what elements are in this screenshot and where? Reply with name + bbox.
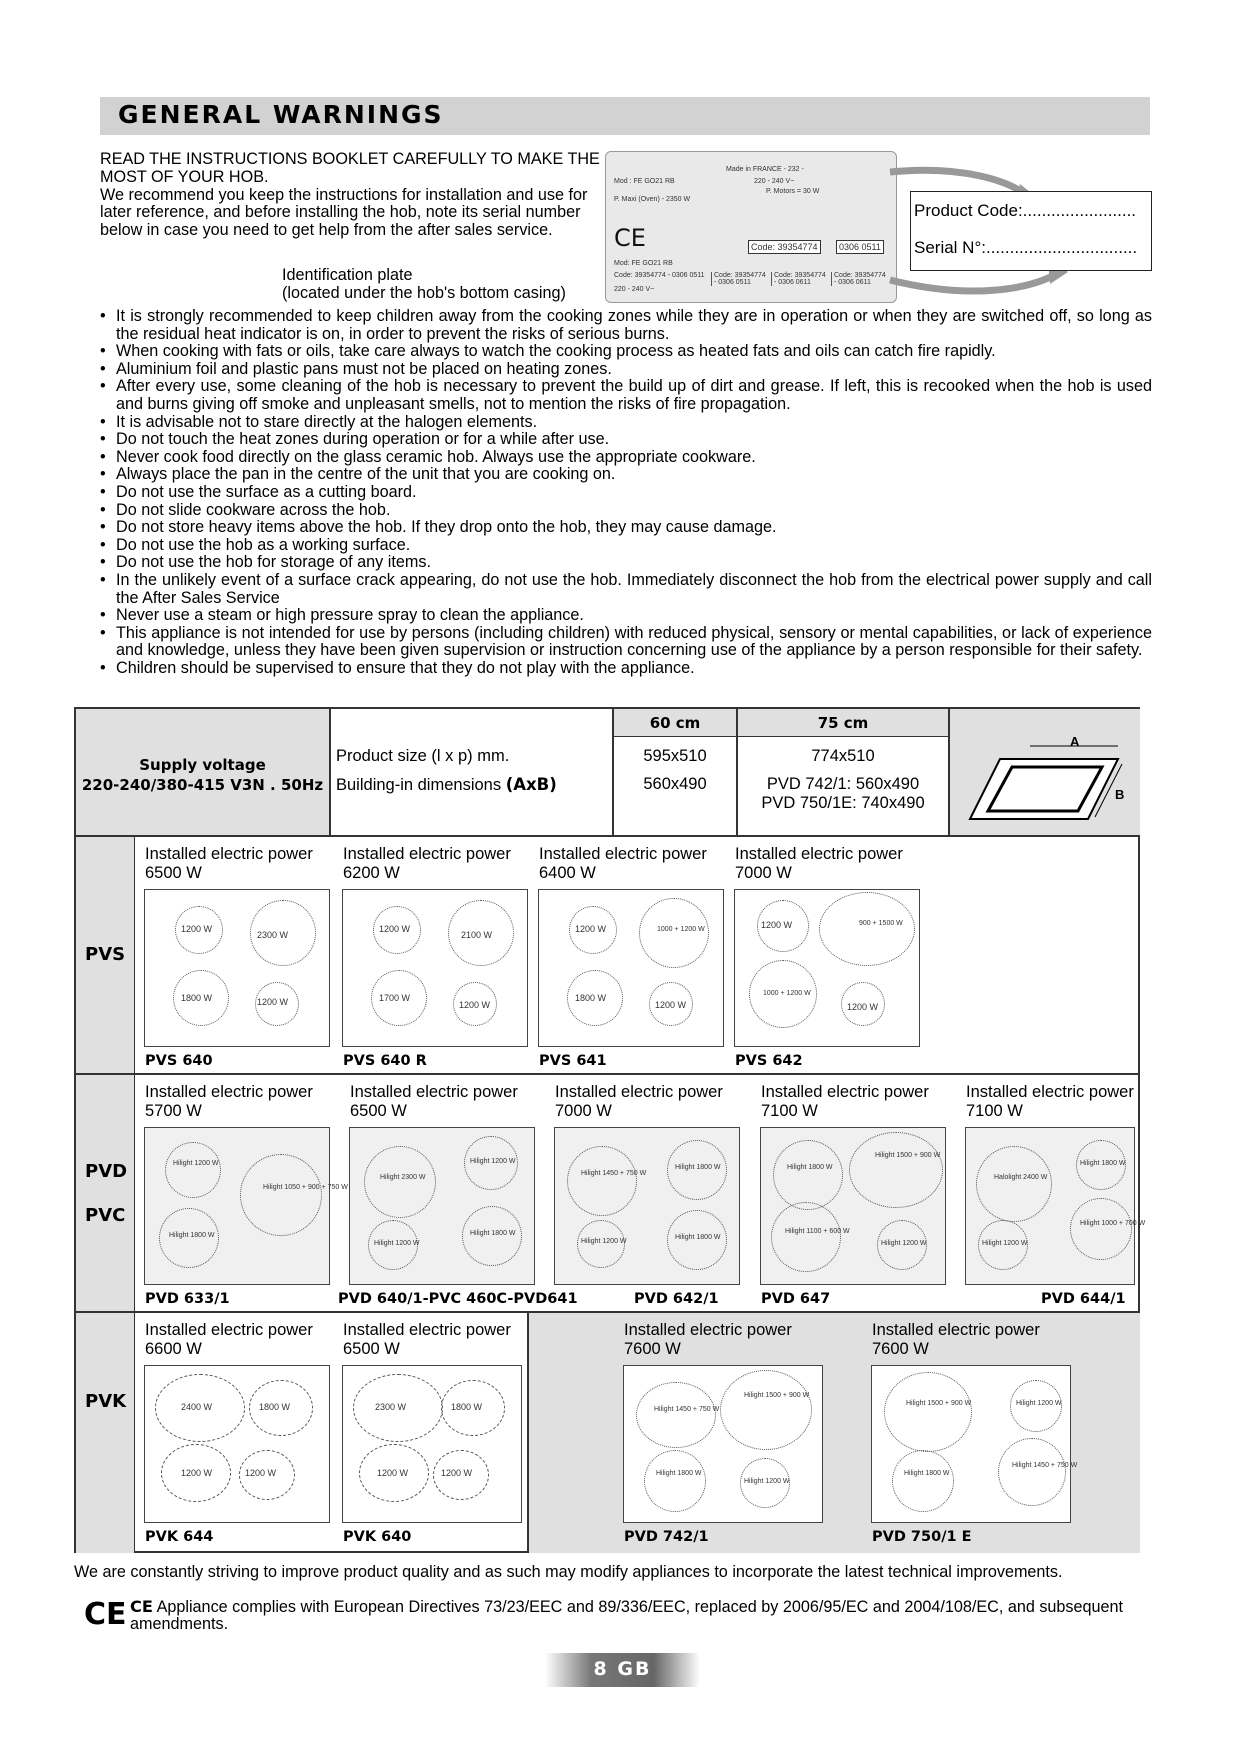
pvs-640r-model-name: PVS 640 R xyxy=(343,1053,427,1069)
list-item: • Do not slide cookware across the hob. xyxy=(100,502,1152,520)
plate-v2: 220 - 240 V~ xyxy=(614,286,655,293)
zone-label: Hilight 1200 W xyxy=(982,1240,1028,1247)
power-label: Installed electric power xyxy=(966,1083,1134,1101)
ce-mark-icon: CE xyxy=(84,1597,127,1632)
hob-dimension-diagram xyxy=(950,709,1140,837)
zone-label: 2300 W xyxy=(257,930,289,940)
zone-label: 2400 W xyxy=(181,1402,213,1412)
zone-label: Hilight 1500 + 900 W xyxy=(875,1152,941,1159)
pvk-644-power xyxy=(145,1321,313,1359)
power-label: Installed electric power xyxy=(872,1321,1040,1339)
list-item: • When cooking with fats or oils, take care always to watch the cooking process as heated fats and oils can catch fire rapidly. xyxy=(100,343,1152,361)
dimension-diagram-cell xyxy=(950,709,1140,837)
pvk-640-hob-diagram xyxy=(342,1365,522,1523)
zone-label: Halolight 2400 W xyxy=(994,1174,1048,1181)
power-label: Installed electric power xyxy=(145,1083,313,1101)
id-plate-caption-location: (located under the hob's bottom casing) xyxy=(282,284,566,302)
zone-label: Hilight 1800 W xyxy=(787,1164,833,1171)
pvd-644-model-name: PVD 644/1 xyxy=(1041,1291,1126,1307)
zone-label: 1200 W xyxy=(761,920,793,930)
power-value: 7000 W xyxy=(555,1102,612,1120)
page-number: 8 GB xyxy=(593,1658,652,1680)
pvs-640r-hob-diagram xyxy=(342,889,528,1047)
identification-plate xyxy=(605,151,897,303)
footer-note: We are constantly striving to improve product quality and as such may modify appliances to incorporate the latest technical improvements. xyxy=(74,1563,1063,1581)
pvd-640-model-name: PVD 640/1-PVC 460C-PVD641 xyxy=(338,1291,578,1307)
pvs-640r-power xyxy=(343,845,511,883)
zone-label: 1000 + 1200 W xyxy=(657,926,705,933)
list-item: • Aluminium foil and plastic pans must not be placed on heating zones. xyxy=(100,361,1152,379)
power-value: 6400 W xyxy=(539,864,596,882)
power-value: 6600 W xyxy=(145,1340,202,1358)
power-value: 7000 W xyxy=(735,864,792,882)
plate-c5: Code: 39354774 - 0306 0611 xyxy=(831,272,889,286)
ce-compliance xyxy=(84,1597,1150,1633)
col-60cm-header: 60 cm xyxy=(614,709,738,737)
zone-label: 1200 W xyxy=(575,924,607,934)
pvd-750-hob-diagram xyxy=(871,1365,1078,1523)
pvk-640-model-name: PVK 640 xyxy=(343,1529,412,1545)
zone-label: Hilight 1200 W xyxy=(470,1158,516,1165)
power-label: Installed electric power xyxy=(145,1321,313,1339)
zone-label: 1000 + 1200 W xyxy=(763,990,811,997)
pvk-label: PVK xyxy=(85,1391,127,1412)
zone-label: 1800 W xyxy=(181,993,213,1003)
intro-text xyxy=(100,151,600,240)
plate-c4: Code: 39354774 - 0306 0611 xyxy=(771,272,829,286)
zone-label: 900 + 1500 W xyxy=(859,920,903,927)
build-60: 560x490 xyxy=(643,775,707,793)
pvd-pvc-label-cell xyxy=(76,1075,135,1313)
zone-label: 1800 W xyxy=(575,993,607,1003)
power-label: Installed electric power xyxy=(624,1321,792,1339)
pvs-640-hob-diagram xyxy=(144,889,330,1047)
pvc-label: PVC xyxy=(85,1205,126,1226)
list-item: • After every use, some cleaning of the hob is necessary to prevent the build up of dirt and grease. If left, this is recooked when the hob is used and burns giving off smoke and unpleasant smells, not to mention the risks of fire propagation. xyxy=(100,378,1152,413)
pvd-644-power xyxy=(966,1083,1134,1121)
col-75cm-values xyxy=(738,737,950,837)
zone-label: 1200 W xyxy=(847,1002,879,1012)
pvd-647-model-name: PVD 647 xyxy=(761,1291,831,1307)
zone-label: Hilight 1200 W xyxy=(881,1240,927,1247)
list-item: • Do not use the hob for storage of any items. xyxy=(100,554,1152,572)
pvd-750-power xyxy=(872,1321,1040,1359)
pvs-label: PVS xyxy=(85,944,126,965)
pvk-644-model-name: PVK 644 xyxy=(145,1529,214,1545)
zone-label: 1200 W xyxy=(245,1468,277,1478)
list-item: • Never cook food directly on the glass ceramic hob. Always use the appropriate cookware. xyxy=(100,449,1152,467)
pvd-642-hob-diagram xyxy=(554,1127,740,1285)
pvs-641-power xyxy=(539,845,707,883)
list-item: • It is advisable not to stare directly at the halogen elements. xyxy=(100,414,1152,432)
pvd-640-hob-diagram xyxy=(349,1127,535,1285)
pvk-label-cell xyxy=(76,1313,135,1553)
supply-voltage-cell xyxy=(76,709,331,837)
serial-number-field: Serial N°:................................ xyxy=(914,238,1138,257)
id-plate-caption xyxy=(282,266,566,302)
pvd-633-hob-diagram xyxy=(144,1127,348,1285)
zone-label: 1200 W xyxy=(257,997,289,1007)
zone-label: Hilight 1200 W xyxy=(1016,1400,1062,1407)
power-label: Installed electric power xyxy=(735,845,903,863)
plate-code-suffix: 0306 0511 xyxy=(836,240,884,254)
zone-label: 1700 W xyxy=(379,993,411,1003)
build-75b: PVD 750/1E: 740x490 xyxy=(761,794,925,812)
power-value: 5700 W xyxy=(145,1102,202,1120)
list-item: • It is strongly recommended to keep children away from the cooking zones while they are in operation or when they are switched off, so long as the residual heat indicator is on, in order to prevent the risks of serious burns. xyxy=(100,308,1152,343)
pvs-642-power xyxy=(735,845,903,883)
plate-mod2: Mod: FE GO21 RB xyxy=(614,260,673,267)
zone-label: 1200 W xyxy=(379,924,411,934)
building-in-text: Building-in dimensions xyxy=(336,776,502,794)
power-value: 6500 W xyxy=(145,864,202,882)
list-item: • Never use a steam or high pressure spray to clean the appliance. xyxy=(100,607,1152,625)
pvd-633-power xyxy=(145,1083,313,1121)
dim-a-label: A xyxy=(1070,734,1080,749)
power-label: Installed electric power xyxy=(343,845,511,863)
pvd-750-model-name: PVD 750/1 E xyxy=(872,1529,972,1545)
zone-label: 1200 W xyxy=(181,1468,213,1478)
list-item: • Do not touch the heat zones during operation or for a while after use. xyxy=(100,431,1152,449)
zone-label: 2100 W xyxy=(461,930,493,940)
power-label: Installed electric power xyxy=(539,845,707,863)
zone-label: Hilight 1500 + 900 W xyxy=(906,1400,972,1407)
zone-label: 1200 W xyxy=(181,924,213,934)
list-item: • Children should be supervised to ensure that they do not play with the appliance. xyxy=(100,660,1152,678)
pvk-644-hob-diagram xyxy=(144,1365,330,1523)
list-item: • This appliance is not intended for use by persons (including children) with reduced physical, sensory or mental capabilities, or lack of experience and knowledge, unless they have been given supervision or instruction concerning use of the appliance by a person responsible for their safety. xyxy=(100,625,1152,660)
ce-mark-text: CE xyxy=(130,1597,153,1616)
pvs-642-model-name: PVS 642 xyxy=(735,1053,803,1069)
zone-label: 1200 W xyxy=(377,1468,409,1478)
power-value: 6500 W xyxy=(343,1340,400,1358)
zone-label: Hilight 1200 W xyxy=(744,1478,790,1485)
pvd-742-power xyxy=(624,1321,792,1359)
list-item: • Do not use the hob as a working surface. xyxy=(100,537,1152,555)
product-code-field: Product Code:........................ xyxy=(914,201,1137,220)
pvd-642-power xyxy=(555,1083,723,1121)
warnings-list xyxy=(100,308,1152,677)
title-bar xyxy=(100,97,1150,135)
power-label: Installed electric power xyxy=(145,845,313,863)
power-label: Installed electric power xyxy=(343,1321,511,1339)
pvs-640-power xyxy=(145,845,313,883)
building-in-label xyxy=(336,775,557,795)
list-item: • In the unlikely event of a surface crack appearing, do not use the hob. Immediately disconnect the hob from the electrical power supply and call the After Sales Service xyxy=(100,572,1152,607)
size-75: 774x510 xyxy=(811,747,875,765)
zone-label: Hilight 1800 W xyxy=(1080,1160,1126,1167)
power-value: 7600 W xyxy=(624,1340,681,1358)
building-in-axb: (AxB) xyxy=(505,775,557,794)
supply-voltage-label: Supply voltage xyxy=(139,756,266,774)
plate-mod: Mod : FE GO21 RB xyxy=(614,178,675,185)
power-value: 7100 W xyxy=(966,1102,1023,1120)
pvs-641-model-name: PVS 641 xyxy=(539,1053,607,1069)
zone-label: 2300 W xyxy=(375,1402,407,1412)
list-item: • Always place the pan in the centre of the unit that you are cooking on. xyxy=(100,466,1152,484)
zone-label: Hilight 1100 + 600 W xyxy=(785,1228,850,1235)
power-label: Installed electric power xyxy=(761,1083,929,1101)
page-number-badge xyxy=(545,1653,700,1687)
pvs-642-hob-diagram xyxy=(734,889,920,1047)
zone-label: 1200 W xyxy=(441,1468,473,1478)
supply-voltage-value: 220-240/380-415 V3N . 50Hz xyxy=(81,776,324,794)
list-item: • Do not use the surface as a cutting board. xyxy=(100,484,1152,502)
plate-voltage: 220 - 240 V~ xyxy=(754,178,795,185)
dimension-labels-cell xyxy=(331,709,614,837)
zone-label: Hilight 1800 W xyxy=(904,1470,950,1477)
pvd-640-power xyxy=(350,1083,518,1121)
power-value: 7600 W xyxy=(872,1340,929,1358)
size-60: 595x510 xyxy=(643,747,707,765)
plate-c3: Code: 39354774 - 0306 0511 xyxy=(711,272,769,286)
intro-heading: READ THE INSTRUCTIONS BOOKLET CAREFULLY TO MAKE THE MOST OF YOUR HOB. xyxy=(100,150,600,186)
zone-label: Hilight 1450 + 750 W xyxy=(654,1406,720,1413)
pvd-742-model-name: PVD 742/1 xyxy=(624,1529,709,1545)
zone-label: Hilight 1000 + 700 W xyxy=(1080,1220,1146,1227)
pvs-label-cell xyxy=(76,837,135,1075)
pvs-models xyxy=(135,837,1140,1075)
plate-ce-icon: CE xyxy=(614,224,646,252)
col-75cm-header: 75 cm xyxy=(738,709,950,737)
zone-label: Hilight 1800 W xyxy=(675,1164,721,1171)
pvs-641-hob-diagram xyxy=(538,889,724,1047)
pvd-644-hob-diagram xyxy=(965,1127,1146,1285)
pvd-models xyxy=(135,1075,1146,1313)
intro-paragraph: We recommend you keep the instructions for installation and use for later reference, and before installing the hob, note its serial number below in case you need to get help from the after sales service. xyxy=(100,185,588,240)
power-label: Installed electric power xyxy=(350,1083,518,1101)
build-75a: PVD 742/1: 560x490 xyxy=(766,775,920,793)
zone-label: Hilight 1450 + 750 W xyxy=(1012,1462,1078,1469)
zone-label: Hilight 1800 W xyxy=(675,1234,721,1241)
plate-made-in: Made in FRANCE - 232 - xyxy=(726,166,804,173)
pvd-647-hob-diagram xyxy=(760,1127,946,1285)
zone-label: Hilight 1050 + 900 + 750 W xyxy=(263,1184,348,1191)
list-item: • Do not store heavy items above the hob. If they drop onto the hob, they may cause damage. xyxy=(100,519,1152,537)
zone-label: Hilight 1500 + 900 W xyxy=(744,1392,810,1399)
zone-label: Hilight 1800 W xyxy=(470,1230,516,1237)
pvd-633-model-name: PVD 633/1 xyxy=(145,1291,230,1307)
zone-label: Hilight 1450 + 750 W xyxy=(581,1170,647,1177)
power-value: 6500 W xyxy=(350,1102,407,1120)
pvd-642-model-name: PVD 642/1 xyxy=(634,1291,719,1307)
zone-label: Hilight 1800 W xyxy=(169,1232,215,1239)
zone-label: 1200 W xyxy=(459,1000,491,1010)
pvd-742-hob-diagram xyxy=(623,1365,823,1523)
zone-label: Hilight 1200 W xyxy=(581,1238,627,1245)
zone-label: Hilight 2300 W xyxy=(380,1174,426,1181)
power-value: 7100 W xyxy=(761,1102,818,1120)
zone-label: Hilight 1200 W xyxy=(374,1240,420,1247)
plate-code: Code: 39354774 xyxy=(748,240,821,254)
page-title: GENERAL WARNINGS xyxy=(118,100,444,129)
zone-label: 1200 W xyxy=(655,1000,687,1010)
ce-text: Appliance complies with European Directives 73/23/EEC and 89/336/EEC, replaced by 2006/95/EC and 2004/108/EC, and subsequent amendments. xyxy=(130,1598,1124,1633)
id-plate-caption-title: Identification plate xyxy=(282,266,413,284)
plate-p-maxi: P. Maxi (Oven) - 2350 W xyxy=(614,196,691,203)
pvd-647-power xyxy=(761,1083,929,1121)
col-60cm-values xyxy=(614,737,738,837)
power-value: 6200 W xyxy=(343,864,400,882)
pvs-640-model-name: PVS 640 xyxy=(145,1053,213,1069)
zone-label: Hilight 1200 W xyxy=(173,1160,219,1167)
zone-label: Hilight 1800 W xyxy=(656,1470,702,1477)
zone-label: 1800 W xyxy=(259,1402,291,1412)
spec-table xyxy=(74,707,1146,1553)
dim-b-label: B xyxy=(1115,787,1125,802)
zone-label: 1800 W xyxy=(451,1402,483,1412)
product-code-box xyxy=(910,191,1152,271)
product-size-label: Product size (l x p) mm. xyxy=(336,747,510,765)
plate-p-motors: P. Motors = 30 W xyxy=(766,188,820,195)
pvk-models xyxy=(135,1313,1140,1553)
plate-code2: Code: 39354774 - 0306 0511 xyxy=(614,272,705,279)
power-label: Installed electric power xyxy=(555,1083,723,1101)
pvk-640-power xyxy=(343,1321,511,1359)
pvd-label: PVD xyxy=(85,1161,128,1182)
